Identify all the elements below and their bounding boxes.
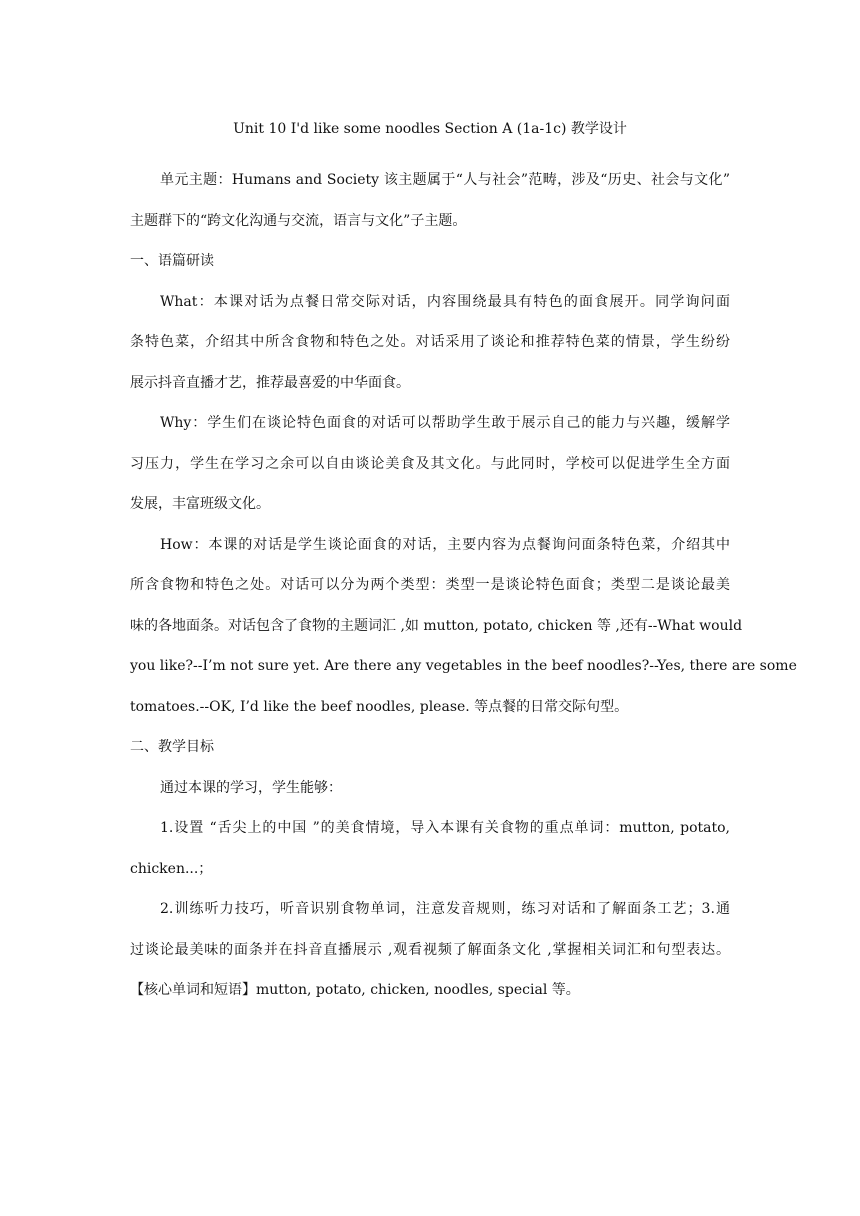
text-line: 1.设置 “舌尖上的中国 ”的美食情境，导入本课有关食物的重点单词：mutton, potato, xyxy=(160,820,730,836)
text-line: How：本课的对话是学生谈论面食的对话，主要内容为点餐询问面条特色菜，介绍其中 xyxy=(160,536,730,553)
text-line: 一、语篇研读 xyxy=(130,253,214,269)
text-line: chicken...； xyxy=(130,860,213,877)
text-line: 味的各地面条。对话包含了食物的主题词汇 ,如 mutton, potato, chicken 等 ,还有--What would xyxy=(130,617,743,634)
text-line: 所含食物和特色之处。对话可以分为两个类型：类型一是谈论特色面食；类型二是谈论最美 xyxy=(130,577,730,593)
goal-2-paragraph xyxy=(130,889,730,970)
text-line: 展示抖音直播才艺，推荐最喜爱的中华面食。 xyxy=(130,374,410,391)
text-line: 过谈论最美味的面条并在抖音直播展示 ,观看视频了解面条文化 ,掌握相关词汇和句型表达。 xyxy=(130,941,730,958)
text-line: 条特色菜，介绍其中所含食物和特色之处。对话采用了谈论和推荐特色菜的情景，学生纷纷 xyxy=(130,334,730,350)
core-words-paragraph xyxy=(130,970,730,1011)
document-title: Unit 10 I'd like some noodles Section A (1a-1c) 教学设计 xyxy=(233,121,627,137)
text-line: 发展，丰富班级文化。 xyxy=(130,496,270,512)
text-line: 2.训练听力技巧，听音识别食物单词，注意发音规则，练习对话和了解面条工艺；3.通 xyxy=(160,901,730,917)
unit-theme-paragraph xyxy=(130,160,730,241)
text-line: 二、教学目标 xyxy=(130,739,214,755)
text-line: 【核心单词和短语】mutton, potato, chicken, noodles, special 等。 xyxy=(130,982,580,998)
what-paragraph xyxy=(130,282,730,404)
goals-intro xyxy=(130,768,730,809)
text-line: What：本课对话为点餐日常交际对话，内容围绕最具有特色的面食展开。同学询问面 xyxy=(160,293,730,310)
text-line: tomatoes.--OK, I’d like the beef noodles, please. 等点餐的日常交际句型。 xyxy=(130,698,629,715)
text-line: 主题群下的“跨文化沟通与交流，语言与文化”子主题。 xyxy=(130,212,467,229)
text-line: you like?--I’m not sure yet. Are there any vegetables in the beef noodles?--Yes, there are some xyxy=(130,658,797,674)
section-heading-reading xyxy=(130,241,730,282)
section-heading-goals xyxy=(130,727,730,768)
text-line: 通过本课的学习，学生能够： xyxy=(160,779,342,796)
why-paragraph xyxy=(130,403,730,525)
goal-1-paragraph xyxy=(130,808,730,889)
how-paragraph xyxy=(130,525,797,728)
text-line: 习压力，学生在学习之余可以自由谈论美食及其文化。与此同时，学校可以促进学生全方面 xyxy=(130,455,730,472)
document-body xyxy=(130,160,797,1011)
text-line: Why：学生们在谈论特色面食的对话可以帮助学生敢于展示自己的能力与兴趣，缓解学 xyxy=(160,415,730,431)
text-line: 单元主题：Humans and Society 该主题属于“人与社会”范畴，涉及“历史、社会与文化” xyxy=(160,172,730,188)
